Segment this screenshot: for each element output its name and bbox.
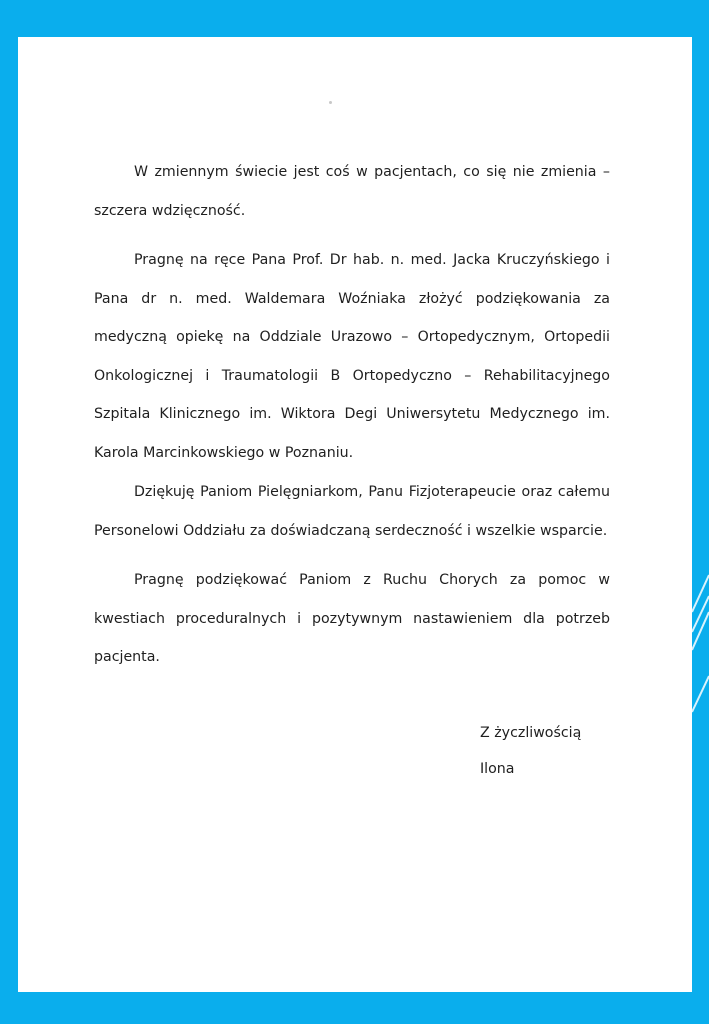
- letter-closing: Z życzliwością: [480, 725, 582, 741]
- letter-paragraph-1: W zmiennym świecie jest coś w pacjentach, co się nie zmienia – szczera wdzięczność.: [94, 164, 610, 219]
- letter-paragraph-3: Dziękuję Paniom Pielęgniarkom, Panu Fizjoterapeucie oraz całemu Personelowi Oddziału za doświadczaną serdeczność i wszelkie wsparcie.: [94, 484, 610, 539]
- letter-signer: Ilona: [480, 761, 515, 777]
- letter-paragraph-2: Pragnę na ręce Pana Prof. Dr hab. n. med. Jacka Kruczyńskiego i Pana dr n. med. Waldemara Woźniaka złożyć podziękowania za medyczną opiekę na Oddziale Urazowo – Ortopedycznym, Ortopedii Onkologicznej i Traumatologii B Ortopedyczno – Rehabilitacyjnego Szpitala Klinicznego im. Wiktora Degi Uniwersytetu Medycznego im. Karola Marcinkowskiego w Poznaniu.: [94, 252, 610, 461]
- letter-paragraph-4: Pragnę podziękować Paniom z Ruchu Chorych za pomoc w kwestiach proceduralnych i pozytywnym nastawieniem dla potrzeb pacjenta.: [94, 572, 610, 665]
